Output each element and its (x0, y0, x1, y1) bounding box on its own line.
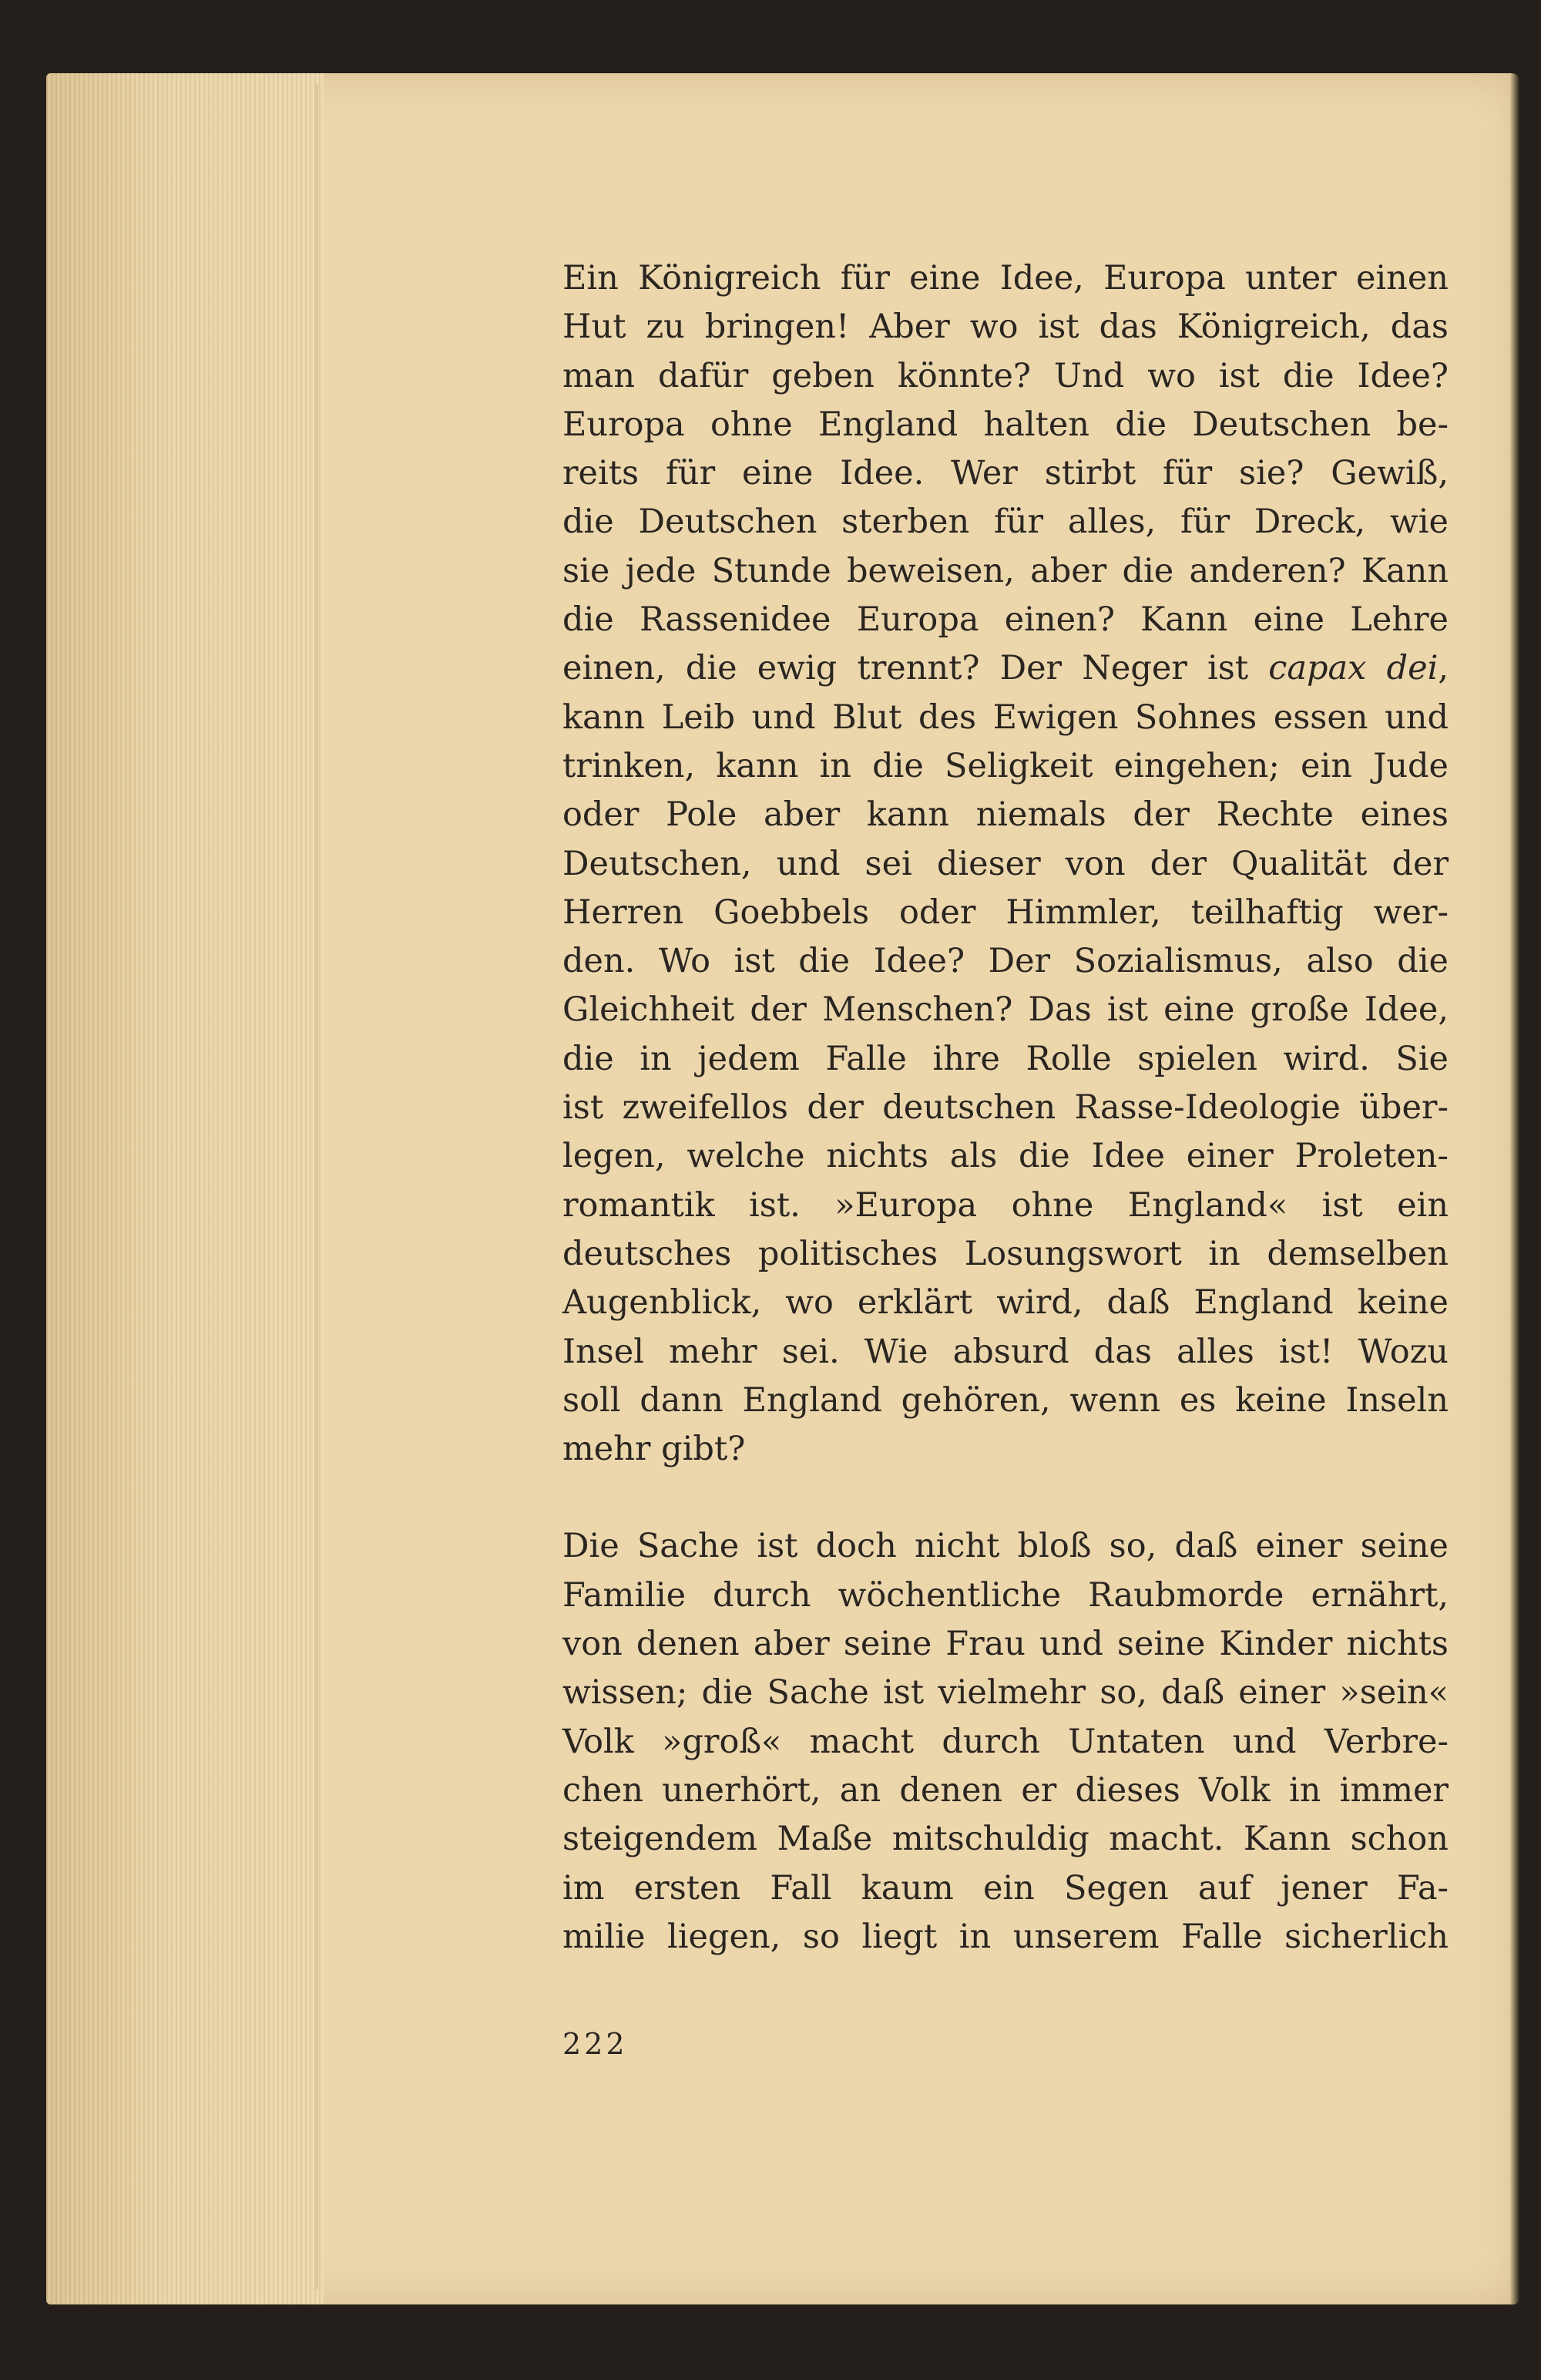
text-line: man dafür geben könnte? Und wo ist die Idee? (562, 356, 1449, 395)
text-line: den. Wo ist die Idee? Der Sozialismus, also die (562, 942, 1449, 981)
text-line: deutsches politisches Losungswort in demselben (562, 1234, 1449, 1273)
text-line: Augenblick, wo erklärt wird, daß England keine (562, 1283, 1449, 1323)
gutter-line (316, 85, 318, 2289)
text-line: wissen; die Sache ist vielmehr so, daß einer »sein« (562, 1673, 1449, 1713)
text-line: die Rassenidee Europa einen? Kann eine Lehre (562, 600, 1449, 640)
text-line: soll dann England gehören, wenn es keine Inseln (562, 1380, 1449, 1420)
text-line: Hut zu bringen! Aber wo ist das Königreich, das (562, 308, 1449, 347)
paragraph-gap (562, 1474, 1449, 1522)
text-line: ist zweifellos der deutschen Rasse-Ideologie über- (562, 1088, 1449, 1128)
page-number: 222 (562, 2027, 628, 2061)
paragraph-1 (562, 254, 1449, 1474)
text-line: romantik ist. »Europa ohne England« ist ein (562, 1185, 1449, 1225)
text-line: kann Leib und Blut des Ewigen Sohnes essen und (562, 698, 1449, 737)
text-line: Europa ohne England halten die Deutschen be- (562, 405, 1449, 444)
text-line: Insel mehr sei. Wie absurd das alles ist! Wozu (562, 1332, 1449, 1371)
text-line: sie jede Stunde beweisen, aber die anderen? Kann (562, 551, 1449, 590)
text-line: Familie durch wöchentliche Raubmorde ernährt, (562, 1575, 1449, 1615)
text-line: mehr gibt? (562, 1430, 746, 1469)
text-line: Die Sache ist doch nicht bloß so, daß einer seine (562, 1527, 1449, 1566)
text-line: steigendem Maße mitschuldig macht. Kann schon (562, 1820, 1449, 1859)
text-line: Herren Goebbels oder Himmler, teilhaftig wer- (562, 892, 1449, 932)
stacked-page-edges (46, 73, 324, 2304)
latin-phrase: capax dei (1268, 649, 1439, 688)
text-line: die Deutschen sterben für alles, für Dreck, wie (562, 503, 1449, 542)
text-line: legen, welche nichts als die Idee einer Proleten- (562, 1137, 1449, 1176)
text-line: Gleichheit der Menschen? Das ist eine große Idee, (562, 990, 1449, 1030)
text-line: milie liegen, so liegt in unserem Falle sicherlich (562, 1917, 1449, 1956)
text-line: reits für eine Idee. Wer stirbt für sie? Gewiß, (562, 454, 1449, 493)
text-line: im ersten Fall kaum ein Segen auf jener Fa- (562, 1868, 1449, 1908)
text-line: Volk »groß« macht durch Untaten und Verbre- (562, 1722, 1449, 1761)
body-text (562, 254, 1449, 1961)
text-line: oder Pole aber kann niemals der Rechte eines (562, 795, 1449, 835)
text-line: einen, die ewig trennt? Der Neger ist capax dei, (562, 649, 1449, 688)
text-line: Ein Königreich für eine Idee, Europa unter einen (562, 259, 1449, 298)
paragraph-2 (562, 1522, 1449, 1961)
text-line: von denen aber seine Frau und seine Kinder nichts (562, 1625, 1449, 1664)
text-line: die in jedem Falle ihre Rolle spielen wird. Sie (562, 1039, 1449, 1078)
text-line: trinken, kann in die Seligkeit eingehen; ein Jude (562, 746, 1449, 785)
right-page-edge (1510, 73, 1519, 2304)
text-line: chen unerhört, an denen er dieses Volk in immer (562, 1770, 1449, 1810)
text-line: Deutschen, und sei dieser von der Qualität der (562, 844, 1449, 883)
